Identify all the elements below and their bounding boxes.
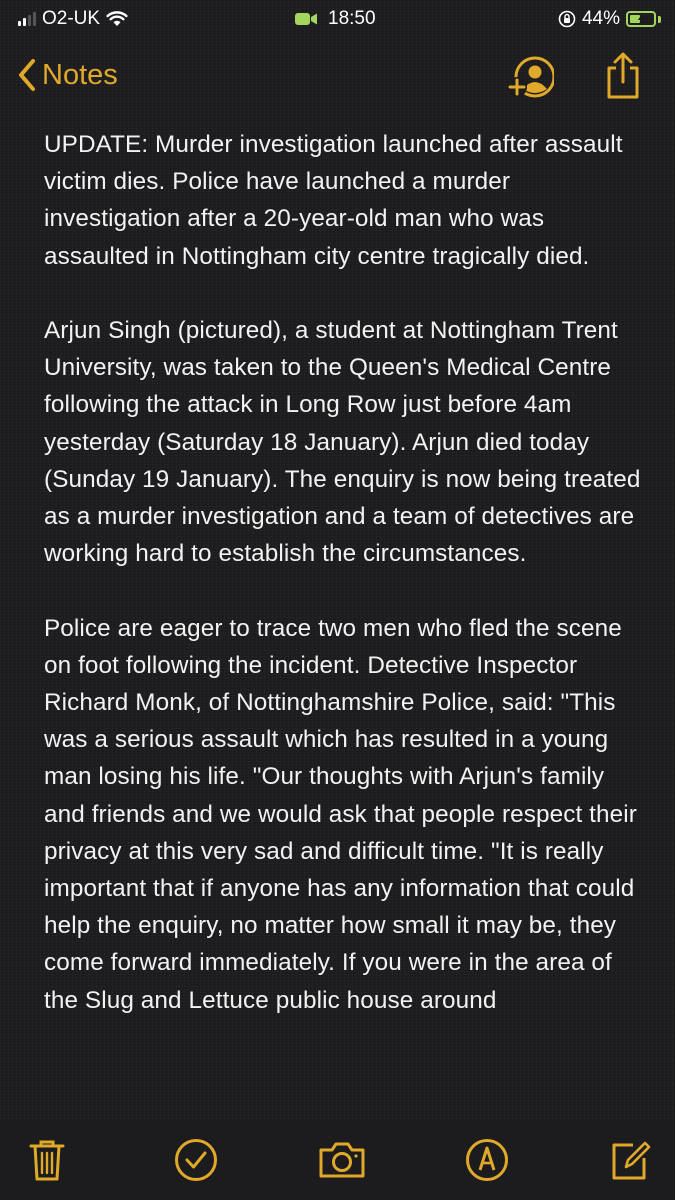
compose-icon: [609, 1138, 651, 1182]
chevron-left-icon: [12, 55, 42, 95]
note-paragraph[interactable]: Arjun Singh (pictured), a student at Nottingham Trent University, was taken to the Queen's Medical Centre following the attack in Long Row just before 4am yesterday (Saturday 18 January). Arjun died today (Sunday 19 January). The enquiry is now being treated as a murder investigation and a team of detectives are working hard to establish the circumstances.: [44, 317, 641, 568]
back-button[interactable]: [12, 55, 118, 95]
video-recording-icon: [294, 11, 318, 27]
trash-icon: [28, 1138, 66, 1182]
signal-strength-icon: [18, 12, 36, 26]
back-button-label: Notes: [42, 58, 118, 91]
camera-icon: [318, 1138, 366, 1182]
note-paragraph[interactable]: Police are eager to trace two men who fled the scene on foot following the incident. Detective Inspector Richard Monk, of Nottinghamshire Police, said: "This was a serious assault which has resulted in a young man losing his life. "Our thoughts with Arjun's family and friends and we would ask that people respect their privacy at this very sad and difficult time. "It is really important that if anyone has any information that could help the enquiry, no matter how small it may be, they come forward immediately. If you were in the area of the Slug and Lettuce public house around: [44, 614, 637, 1014]
markup-button[interactable]: [465, 1138, 509, 1187]
clock: 18:50: [328, 8, 376, 29]
wifi-icon: [106, 11, 128, 27]
share-button[interactable]: [603, 51, 643, 106]
add-person-icon: [506, 55, 554, 99]
status-bar: [0, 0, 675, 38]
navigation-bar: [0, 45, 675, 107]
checklist-button[interactable]: [174, 1138, 218, 1187]
carrier-label: O2-UK: [42, 8, 101, 29]
delete-button[interactable]: [28, 1138, 66, 1187]
compose-button[interactable]: [609, 1138, 651, 1187]
orientation-lock-icon: [558, 10, 576, 28]
markup-icon: [465, 1138, 509, 1182]
battery-icon: [626, 11, 656, 27]
add-people-button[interactable]: [506, 55, 554, 104]
checklist-icon: [174, 1138, 218, 1182]
bottom-toolbar: [0, 1120, 675, 1200]
note-paragraph[interactable]: UPDATE: Murder investigation launched after assault victim dies. Police have launched a murder investigation after a 20-year-old man who was assaulted in Nottingham city centre tragically died.: [44, 131, 623, 270]
battery-percent: 44%: [581, 8, 620, 29]
note-body[interactable]: [44, 126, 644, 1114]
camera-button[interactable]: [318, 1138, 366, 1187]
share-icon: [603, 51, 643, 101]
